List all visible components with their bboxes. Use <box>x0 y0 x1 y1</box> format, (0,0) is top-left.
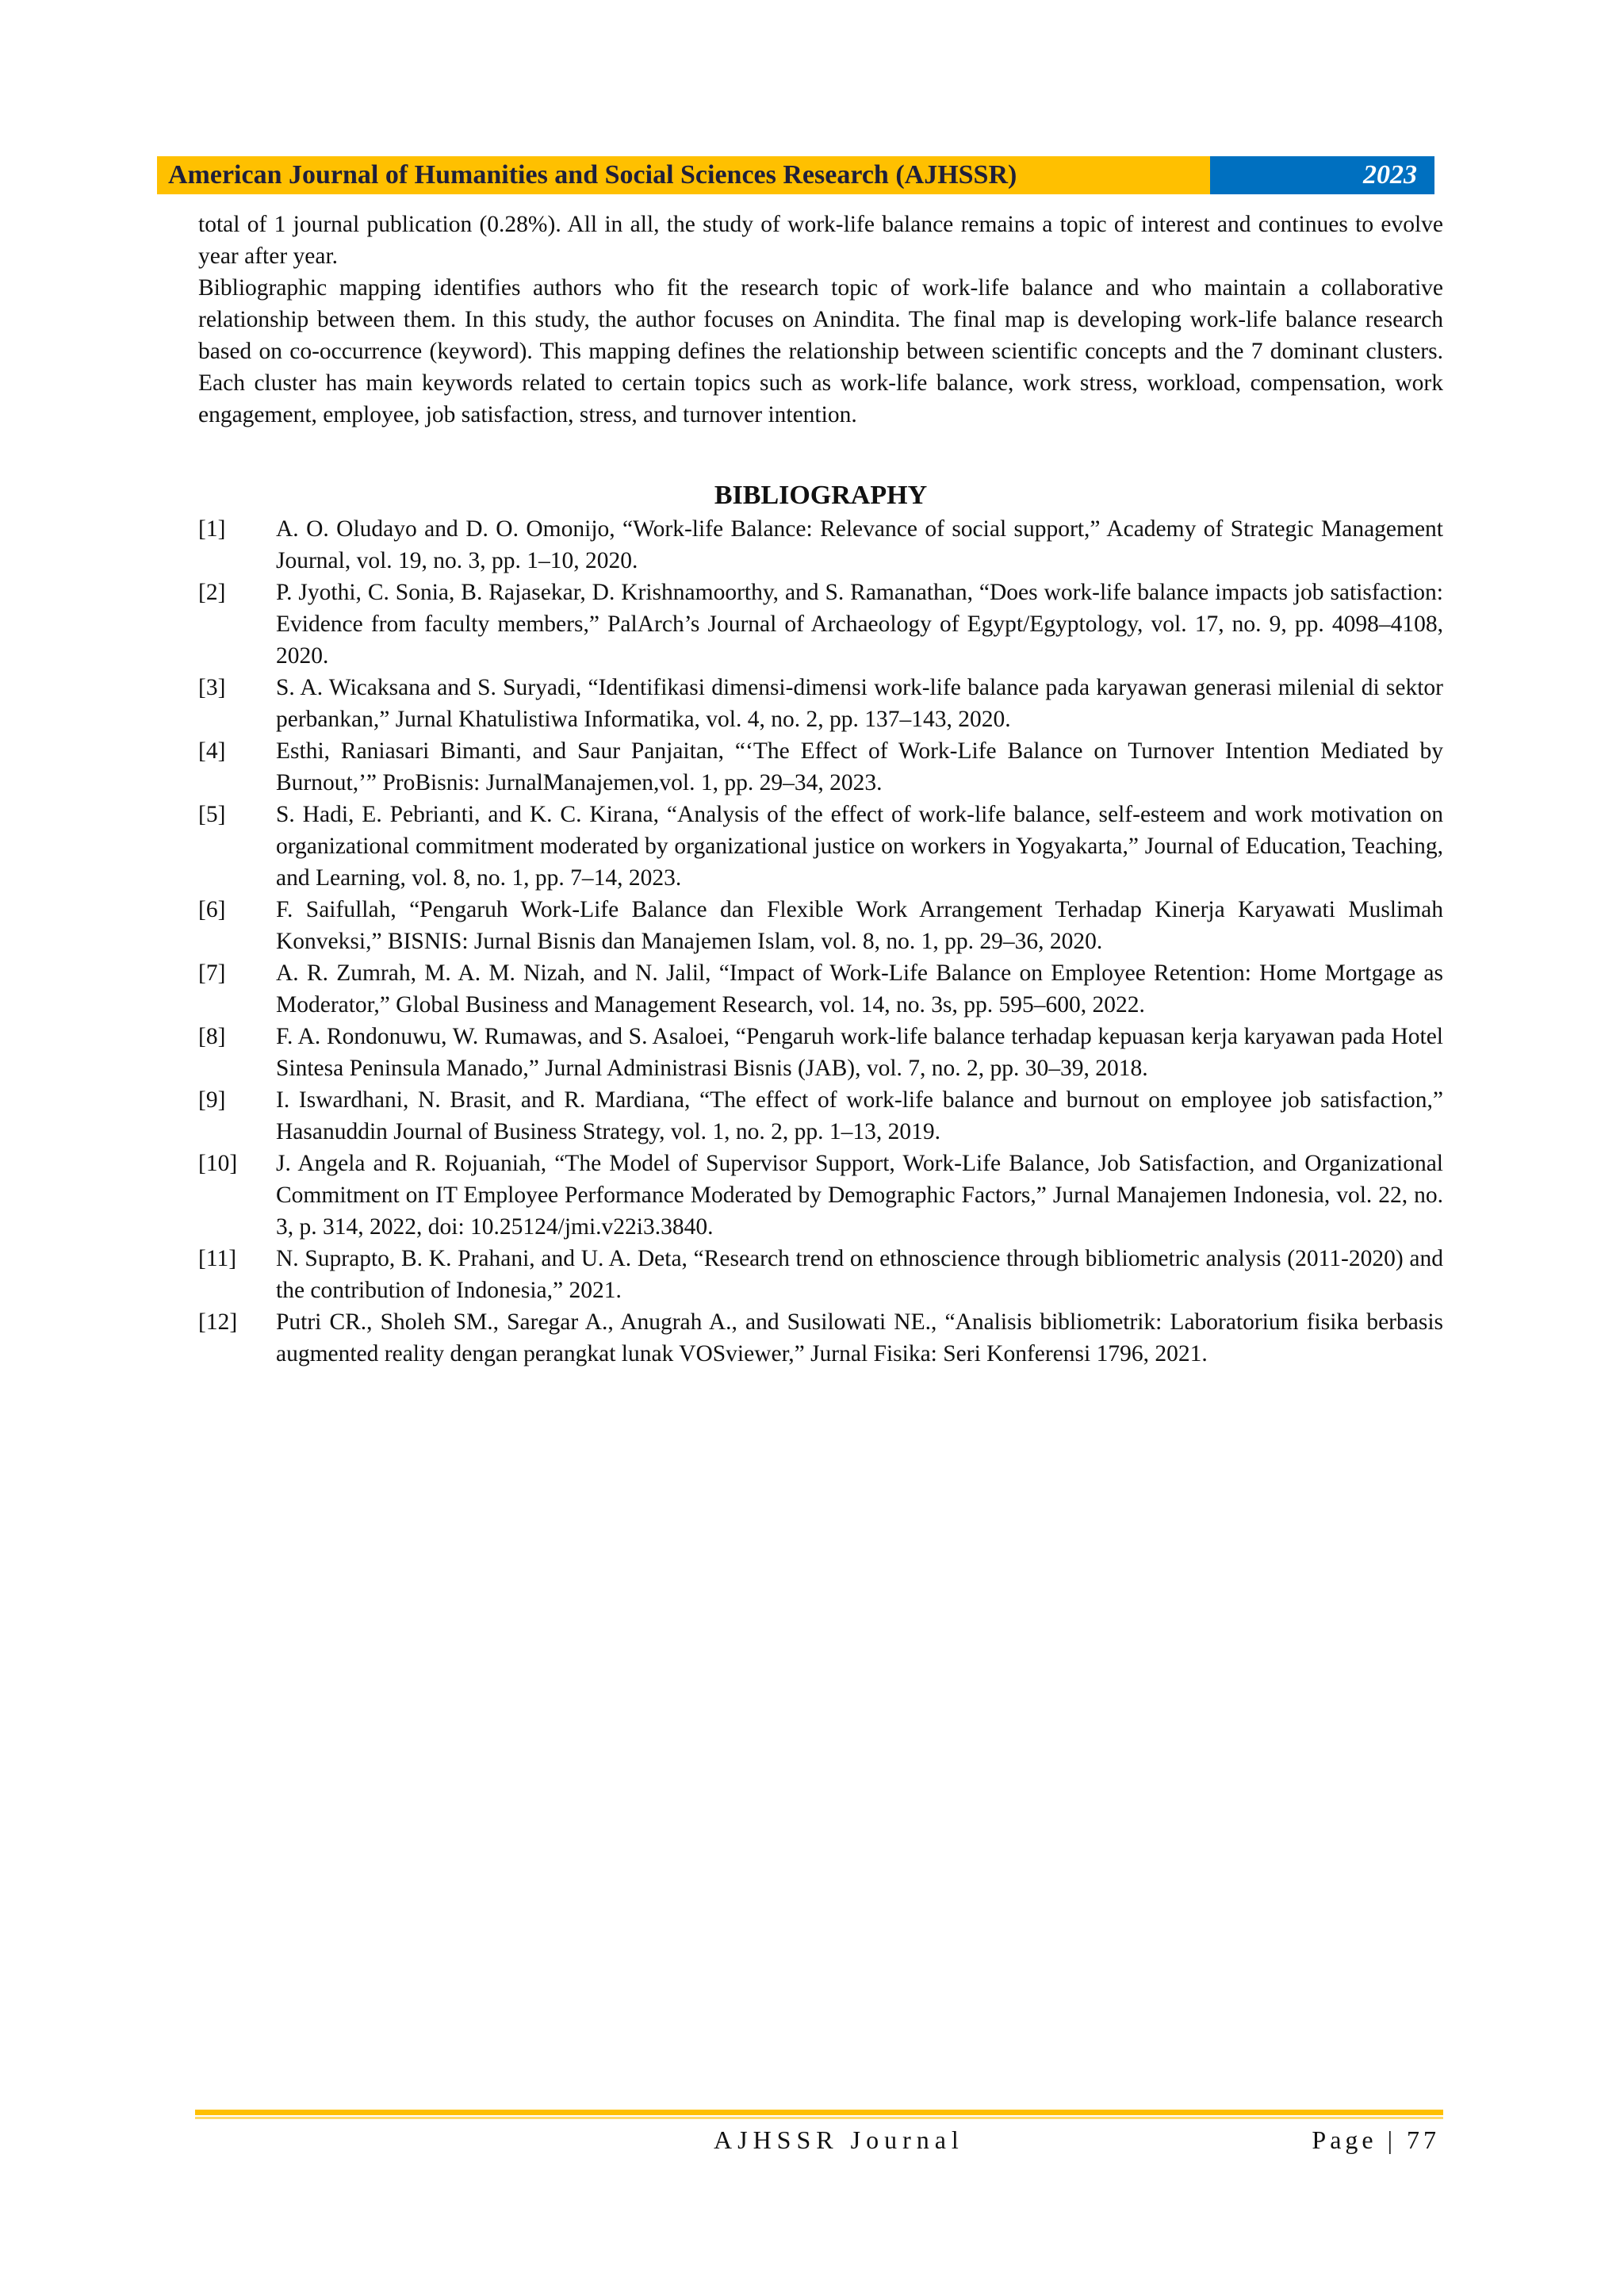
reference-item <box>198 1306 1443 1370</box>
reference-number: [12] <box>198 1309 238 1335</box>
reference-item <box>198 735 1443 799</box>
body-text <box>198 209 1443 431</box>
reference-text: Esthi, Raniasari Bimanti, and Saur Panjaitan, “‘The Effect of Work-Life Balance on Turnover Intention Mediated by Burnout,’” ProBisnis: JurnalManajemen,vol. 1, pp. 29–34, 2023. <box>276 738 1443 795</box>
reference-text: J. Angela and R. Rojuaniah, “The Model of Supervisor Support, Work-Life Balance, Job Satisfaction, and Organizational Commitment on IT Employee Performance Moderated by Demographic Factors,” Jurnal Manajemen Indonesia, vol. 22, no. 3, p. 314, 2022, doi: 10.25124/jmi.v22i3.3840. <box>276 1151 1443 1240</box>
paragraph-2: Bibliographic mapping identifies authors who fit the research topic of work-life balance and who maintain a collaborative relationship between them. In this study, the author focuses on Anindita. The final map is developing work-life balance research based on co-occurrence (keyword). This mapping defines the relationship between scientific concepts and the 7 dominant clusters. Each cluster has main keywords related to certain topics such as work-life balance, work stress, workload, compensation, work engagement, employee, job satisfaction, stress, and turnover intention. <box>198 275 1443 427</box>
journal-header <box>157 156 1434 194</box>
reference-text: Putri CR., Sholeh SM., Saregar A., Anugrah A., and Susilowati NE., “Analisis bibliometrik: Laboratorium fisika berbasis augmented reality dengan perangkat lunak VOSviewer,” Jurnal Fisika: Seri Konferensi 1796, 2021. <box>276 1309 1443 1366</box>
reference-number: [4] <box>198 738 226 764</box>
reference-number: [3] <box>198 675 226 700</box>
journal-title: American Journal of Humanities and Social Sciences Research (AJHSSR) <box>157 156 1210 194</box>
reference-number: [11] <box>198 1246 237 1271</box>
reference-number: [5] <box>198 802 226 827</box>
reference-item <box>198 577 1443 672</box>
reference-text: S. A. Wicaksana and S. Suryadi, “Identifikasi dimensi-dimensi work-life balance pada karyawan generasi milenial di sektor perbankan,” Jurnal Khatulistiwa Informatika, vol. 4, no. 2, pp. 137–143, 2020. <box>276 675 1443 732</box>
footer-page-number: Page | 77 <box>1312 2125 1440 2154</box>
reference-text: A. O. Oludayo and D. O. Omonijo, “Work-life Balance: Relevance of social support,” Academy of Strategic Management Journal, vol. 19, no. 3, pp. 1–10, 2020. <box>276 516 1443 573</box>
reference-item <box>198 1148 1443 1243</box>
reference-text: A. R. Zumrah, M. A. M. Nizah, and N. Jalil, “Impact of Work-Life Balance on Employee Retention: Home Mortgage as Moderator,” Global Business and Management Research, vol. 14, no. 3s, pp. 595–600, 2022. <box>276 960 1443 1018</box>
reference-number: [10] <box>198 1151 238 1176</box>
journal-year: 2023 <box>1210 156 1434 194</box>
reference-text: S. Hadi, E. Pebrianti, and K. C. Kirana, “Analysis of the effect of work-life balance, self-esteem and work motivation on organizational commitment moderated by organizational justice on workers in Yogyakarta,” Journal of Education, Teaching, and Learning, vol. 8, no. 1, pp. 7–14, 2023. <box>276 802 1443 891</box>
reference-number: [6] <box>198 897 226 922</box>
reference-text: F. A. Rondonuwu, W. Rumawas, and S. Asaloei, “Pengaruh work-life balance terhadap kepuasan kerja karyawan pada Hotel Sintesa Peninsula Manado,” Jurnal Administrasi Bisnis (JAB), vol. 7, no. 2, pp. 30–39, 2018. <box>276 1024 1443 1081</box>
reference-number: [9] <box>198 1087 226 1113</box>
reference-number: [2] <box>198 580 226 605</box>
paragraph-1: total of 1 journal publication (0.28%). All in all, the study of work-life balance remains a topic of interest and continues to evolve year after year. <box>198 212 1443 269</box>
bibliography-heading: BIBLIOGRAPHY <box>714 481 928 510</box>
reference-text: N. Suprapto, B. K. Prahani, and U. A. Deta, “Research trend on ethnoscience through bibliometric analysis (2011-2020) and the contribution of Indonesia,” 2021. <box>276 1246 1443 1303</box>
reference-item <box>198 1021 1443 1084</box>
reference-item <box>198 1084 1443 1148</box>
reference-item <box>198 894 1443 957</box>
reference-text: F. Saifullah, “Pengaruh Work-Life Balance dan Flexible Work Arrangement Terhadap Kinerja Karyawati Muslimah Konveksi,” BISNIS: Jurnal Bisnis dan Manajemen Islam, vol. 8, no. 1, pp. 29–36, 2020. <box>276 897 1443 954</box>
footer-journal-name: AJHSSR Journal <box>714 2125 964 2154</box>
reference-item <box>198 799 1443 894</box>
footer-rule-thin <box>195 2117 1443 2119</box>
reference-text: P. Jyothi, C. Sonia, B. Rajasekar, D. Krishnamoorthy, and S. Ramanathan, “Does work-life balance impacts job satisfaction: Evidence from faculty members,” PalArch’s Journal of Archaeology of Egypt/Egyptology, vol. 17, no. 9, pp. 4098–4108, 2020. <box>276 580 1443 669</box>
reference-number: [7] <box>198 960 226 986</box>
reference-number: [1] <box>198 516 226 542</box>
reference-number: [8] <box>198 1024 226 1049</box>
reference-item <box>198 672 1443 735</box>
reference-item <box>198 513 1443 577</box>
reference-item <box>198 1243 1443 1306</box>
reference-item <box>198 957 1443 1021</box>
footer-rule <box>195 2110 1443 2115</box>
reference-list <box>198 513 1443 1370</box>
reference-text: I. Iswardhani, N. Brasit, and R. Mardiana, “The effect of work-life balance and burnout on employee job satisfaction,” Hasanuddin Journal of Business Strategy, vol. 1, no. 2, pp. 1–13, 2019. <box>276 1087 1443 1144</box>
